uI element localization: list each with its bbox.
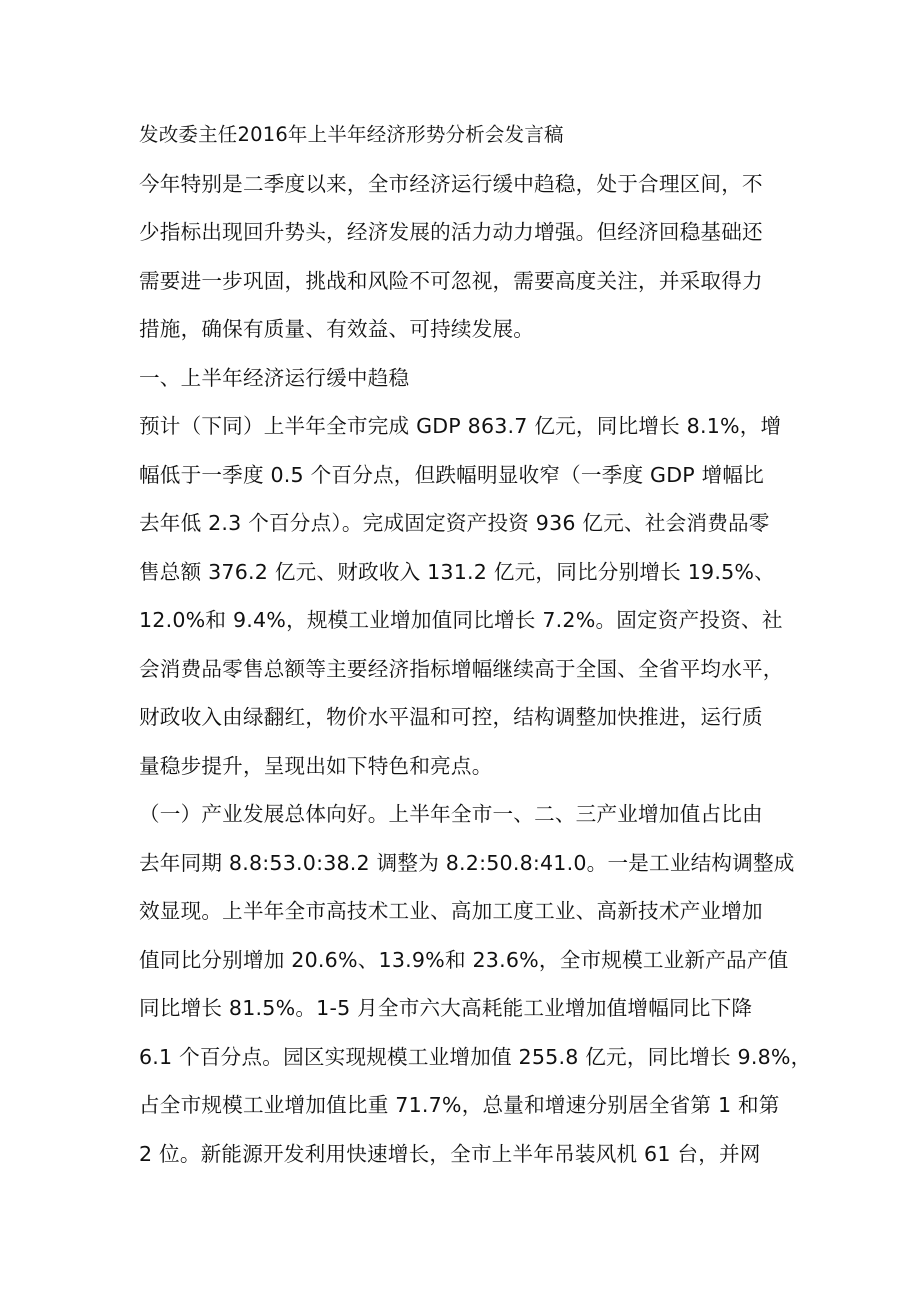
paragraph-line: 效显现。上半年全市高技术工业、高加工度工业、高新技术产业增加	[139, 899, 763, 923]
paragraph-line: 幅低于一季度 0.5 个百分点，但跌幅明显收窄（一季度 GDP 增幅比	[139, 463, 765, 487]
paragraph-line: 售总额 376.2 亿元、财政收入 131.2 亿元，同比分别增长 19.5%、	[139, 560, 775, 584]
paragraph-line: 12.0%和 9.4%，规模工业增加值同比增长 7.2%。固定资产投资、社	[139, 608, 783, 632]
document-title: 发改委主任2016年上半年经济形势分析会发言稿	[139, 123, 564, 146]
paragraph-line: 财政收入由绿翻红，物价水平温和可控，结构调整加快推进，运行质	[139, 705, 763, 729]
paragraph-line: 值同比分别增加 20.6%、13.9%和 23.6%，全市规模工业新产品产值	[139, 948, 789, 972]
paragraph-line: 去年低 2.3 个百分点）。完成固定资产投资 936 亿元、社会消费品零	[139, 511, 770, 535]
paragraph-line: （一）产业发展总体向好。上半年全市一、二、三产业增加值占比由	[139, 802, 763, 826]
paragraph-line: 去年同期 8.8:53.0:38.2 调整为 8.2:50.8:41.0。一是工业结构调整成	[139, 851, 795, 875]
paragraph-line: 同比增长 81.5%。1-5 月全市六大高耗能工业增加值增幅同比下降	[139, 996, 753, 1020]
paragraph-line: 2 位。新能源开发利用快速增长，全市上半年吊装风机 61 台，并网	[139, 1142, 761, 1166]
section-heading: 一、上半年经济运行缓中趋稳	[139, 366, 410, 390]
paragraph-line: 量稳步提升，呈现出如下特色和亮点。	[139, 754, 493, 778]
paragraph-line: 少指标出现回升势头，经济发展的活力动力增强。但经济回稳基础还	[139, 220, 763, 244]
paragraph-line: 今年特别是二季度以来，全市经济运行缓中趋稳，处于合理区间，不	[139, 172, 763, 196]
paragraph-line: 措施，确保有质量、有效益、可持续发展。	[139, 317, 535, 341]
paragraph-line: 占全市规模工业增加值比重 71.7%，总量和增速分别居全省第 1 和第	[139, 1093, 780, 1117]
paragraph-line: 会消费品零售总额等主要经济指标增幅继续高于全国、全省平均水平，	[139, 657, 784, 681]
paragraph-line: 预计（下同）上半年全市完成 GDP 863.7 亿元，同比增长 8.1%，增	[139, 414, 782, 438]
paragraph-line: 需要进一步巩固，挑战和风险不可忽视，需要高度关注，并采取得力	[139, 269, 763, 293]
paragraph-line: 6.1 个百分点。园区实现规模工业增加值 255.8 亿元，同比增长 9.8%，	[139, 1045, 812, 1069]
